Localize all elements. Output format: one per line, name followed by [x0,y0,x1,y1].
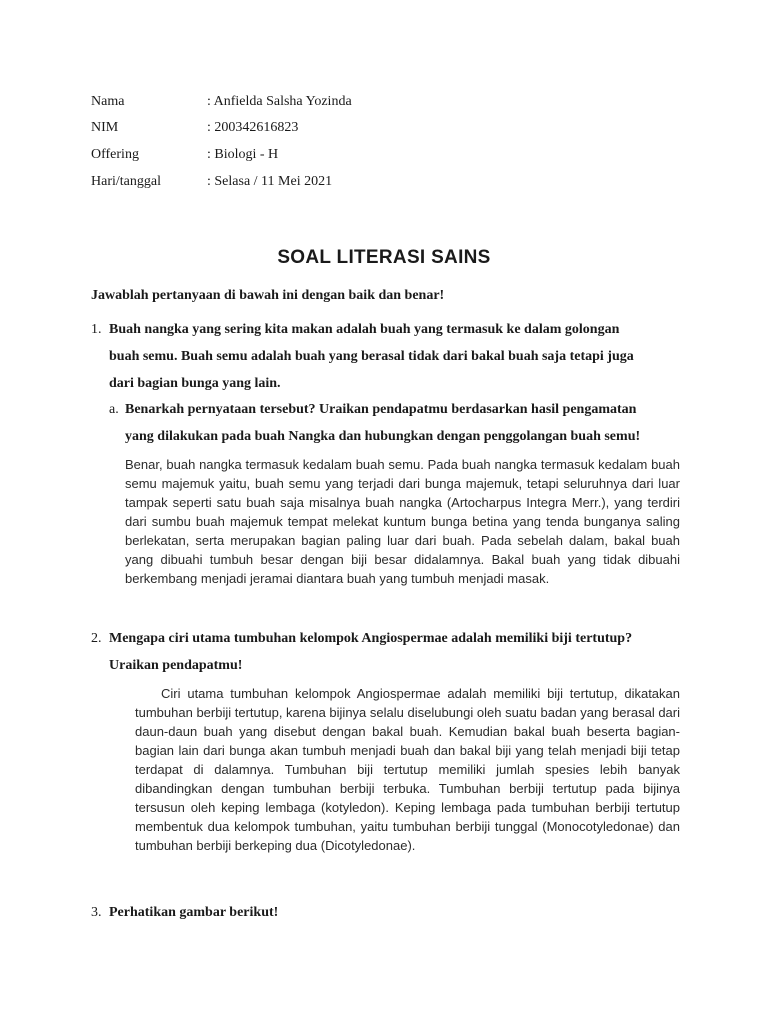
page-title: SOAL LITERASI SAINS [277,247,491,268]
question-1a-text [125,396,681,450]
question-3-text: Perhatikan gambar berikut! [109,905,279,920]
info-value: : Anfielda Salsha Yozinda [207,94,352,109]
answer-1a: Benar, buah nangka termasuk kedalam buah semu. Pada buah nangka termasuk kedalam buah semu majemuk yaitu, buah semu yang terjadi dari bunga majemuk, tetapi seluruhnya dari luar tampak seperti satu buah saja misalnya buah nangka (Artocharpus Integra Merr.), yang terdiri dari sumbu buah majemuk tempat melekat kuntum bunga betina yang tenda bunganya saling berlekatan, serta merupakan bagian paling luar dari buah. Pada sebelah dalam, bakal buah yang dibuahi tumbuh besar dengan biji besar didalamnya. Bakal buah yang tidak dibuahi berkembang menjadi jeramai diantara buah yang tumbuh menjadi masak. [125,457,680,586]
question-1a-line: yang dilakukan pada buah Nangka dan hubungkan dengan penggolangan buah semu! [125,429,641,444]
question-1-line: buah semu. Buah semu adalah buah yang berasal tidak dari bakal buah saja tetapi juga [109,349,634,364]
info-value: : Biologi - H [207,147,279,162]
question-2-line: Mengapa ciri utama tumbuhan kelompok Angiospermae adalah memiliki biji tertutup? [109,631,633,646]
answer-2: Ciri utama tumbuhan kelompok Angiospermae adalah memiliki biji tertutup, dikatakan tumbuhan berbiji tertutup, karena bijinya selalu diselubungi oleh suatu badan yang berasal dari daun-daun buah yang disebut dengan bakal buah. Kemudian bakal buah beserta bagian-bagian lain dari bunga akan tumbuh menjadi buah dan bakal biji yang telah menjadi biji tetap terdapat di dalamnya. Tumbuhan biji tertutup memiliki jumlah spesies lebih banyak dibandingkan dengan tumbuhan berbiji terbuka. Tumbuhan berbiji tertutup pada bijinya tersusun oleh keping lembaga (kotyledon). Keping lembaga pada tumbuhan berbiji tertutup membentuk dua kelompok tumbuhan, yaitu tumbuhan berbiji tunggal (Monocotyledonae) dan tumbuhan berbiji berkeping dua (Dicotyledonae). [135,686,680,853]
question-3-number: 3. [91,905,102,920]
question-2-number: 2. [91,631,102,646]
instruction-text: Jawablah pertanyaan di bawah ini dengan baik dan benar! [91,288,445,303]
info-value: : Selasa / 11 Mei 2021 [207,174,333,189]
info-label: NIM [91,120,119,135]
question-1-text [109,316,681,397]
question-1a-marker: a. [109,402,119,417]
question-1-number: 1. [91,322,102,337]
question-2-text [109,625,681,679]
question-2-line: Uraikan pendapatmu! [109,658,243,673]
question-1-line: Buah nangka yang sering kita makan adalah buah yang termasuk ke dalam golongan [109,322,620,337]
info-label: Hari/tanggal [91,174,161,189]
info-value: : 200342616823 [207,120,299,135]
info-label: Nama [91,94,125,109]
question-1-line: dari bagian bunga yang lain. [109,376,281,391]
question-1a-line: Benarkah pernyataan tersebut? Uraikan pendapatmu berdasarkan hasil pengamatan [125,402,637,417]
info-label: Offering [91,147,139,162]
